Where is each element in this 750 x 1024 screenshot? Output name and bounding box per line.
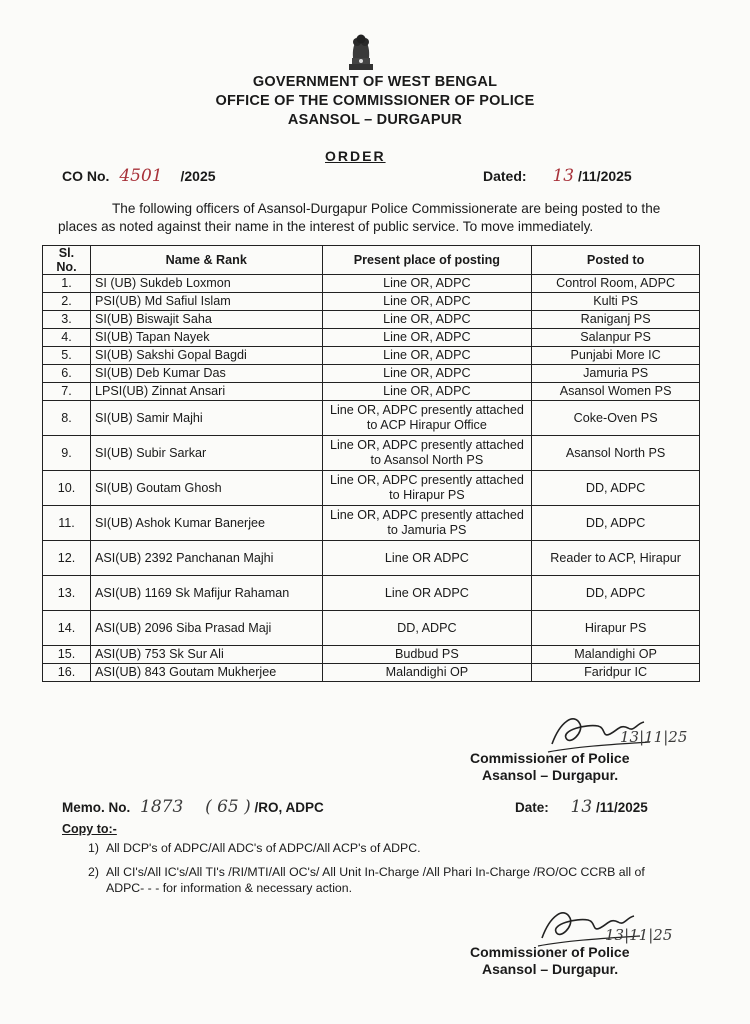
table-row xyxy=(43,576,700,611)
table-row xyxy=(43,611,700,646)
row-sl: 5. xyxy=(43,347,91,365)
row-name: ASI(UB) 753 Sk Sur Ali xyxy=(90,646,322,664)
copy-to-item-1-num: 1) xyxy=(88,841,99,855)
row-present: Budbud PS xyxy=(322,646,532,664)
row-name: ASI(UB) 2096 Siba Prasad Maji xyxy=(90,611,322,646)
memo-label: Memo. No. xyxy=(62,800,131,815)
row-name: ASI(UB) 2392 Panchanan Majhi xyxy=(90,541,322,576)
table-row xyxy=(43,436,700,471)
row-posted: Raniganj PS xyxy=(532,311,700,329)
row-name: SI(UB) Ashok Kumar Banerjee xyxy=(90,506,322,541)
row-sl: 7. xyxy=(43,383,91,401)
row-name: SI(UB) Subir Sarkar xyxy=(90,436,322,471)
row-name: SI(UB) Biswajit Saha xyxy=(90,311,322,329)
row-name: PSI(UB) Md Safiul Islam xyxy=(90,293,322,311)
co-label: CO No. xyxy=(62,168,110,184)
col-header-sl: Sl. No. xyxy=(43,246,91,275)
table-row xyxy=(43,664,700,682)
header-line-1: GOVERNMENT OF WEST BENGAL xyxy=(252,74,498,90)
row-posted: Malandighi OP xyxy=(532,646,700,664)
col-header-name: Name & Rank xyxy=(90,246,322,275)
table-row xyxy=(43,541,700,576)
state-emblem-icon xyxy=(343,30,379,72)
table-header-row xyxy=(43,246,700,275)
row-sl: 11. xyxy=(43,506,91,541)
row-name: ASI(UB) 843 Goutam Mukherjee xyxy=(90,664,322,682)
table-row xyxy=(43,471,700,506)
table-row xyxy=(43,401,700,436)
row-present: Line OR, ADPC xyxy=(322,293,532,311)
co-date-day: 13 xyxy=(552,166,575,186)
row-sl: 10. xyxy=(43,471,91,506)
table-row xyxy=(43,275,700,293)
row-posted: Asansol Women PS xyxy=(532,383,700,401)
signature-1-block xyxy=(470,750,629,784)
co-date-month-year: /11/2025 xyxy=(577,168,632,184)
signature-1-date: 13|11|25 xyxy=(620,728,688,746)
row-sl: 3. xyxy=(43,311,91,329)
row-posted: Hirapur PS xyxy=(532,611,700,646)
row-sl: 14. xyxy=(43,611,91,646)
co-year: /2025 xyxy=(180,168,216,184)
row-present: Line OR, ADPC xyxy=(322,311,532,329)
row-present: Line OR, ADPC xyxy=(322,347,532,365)
table-row xyxy=(43,365,700,383)
row-present: Line OR, ADPC presently attached to Jamuria PS xyxy=(322,506,532,541)
row-posted: DD, ADPC xyxy=(532,471,700,506)
row-present: Malandighi OP xyxy=(322,664,532,682)
header-line-3: ASANSOL – DURGAPUR xyxy=(287,112,463,128)
memo-date-label: Date: xyxy=(515,800,549,815)
table-row xyxy=(43,329,700,347)
row-posted: DD, ADPC xyxy=(532,506,700,541)
row-name: ASI(UB) 1169 Sk Mafijur Rahaman xyxy=(90,576,322,611)
signature-1-title: Commissioner of Police xyxy=(470,750,630,766)
row-name: SI(UB) Sakshi Gopal Bagdi xyxy=(90,347,322,365)
row-present: Line OR, ADPC xyxy=(322,383,532,401)
row-posted: Control Room, ADPC xyxy=(532,275,700,293)
memo-date-line xyxy=(515,797,648,817)
row-posted: Punjabi More IC xyxy=(532,347,700,365)
row-name: SI (UB) Sukdeb Loxmon xyxy=(90,275,322,293)
intro-paragraph: The following officers of Asansol-Durgapur Police Commissionerate are being posted to the places as noted against their name in the interest of public service. To move immediately. xyxy=(58,201,661,234)
row-posted: DD, ADPC xyxy=(532,576,700,611)
memo-sub-number: ( 65 ) xyxy=(205,797,251,817)
posting-table xyxy=(42,245,700,682)
memo-date-month-year: /11/2025 xyxy=(595,800,648,815)
row-present: DD, ADPC xyxy=(322,611,532,646)
row-present: Line OR, ADPC xyxy=(322,365,532,383)
row-sl: 13. xyxy=(43,576,91,611)
row-sl: 16. xyxy=(43,664,91,682)
order-title: ORDER xyxy=(325,148,386,164)
copy-to-item-1-text: All DCP's of ADPC/All ADC's of ADPC/All ACP's of ADPC. xyxy=(106,841,421,855)
row-name: SI(UB) Goutam Ghosh xyxy=(90,471,322,506)
signature-2-block xyxy=(470,944,629,978)
co-number: 4501 xyxy=(119,166,163,186)
memo-number: 1873 xyxy=(140,797,184,817)
row-present: Line OR ADPC xyxy=(322,576,532,611)
co-number-line xyxy=(62,166,216,186)
row-posted: Faridpur IC xyxy=(532,664,700,682)
memo-date-day: 13 xyxy=(570,797,593,817)
row-posted: Reader to ACP, Hirapur xyxy=(532,541,700,576)
copy-to-item-2-num: 2) xyxy=(88,865,99,879)
row-posted: Coke-Oven PS xyxy=(532,401,700,436)
col-header-posted: Posted to xyxy=(532,246,700,275)
copy-to-label: Copy to:- xyxy=(62,822,117,836)
table-row xyxy=(43,506,700,541)
row-name: SI(UB) Samir Majhi xyxy=(90,401,322,436)
row-sl: 1. xyxy=(43,275,91,293)
row-present: Line OR ADPC xyxy=(322,541,532,576)
row-sl: 15. xyxy=(43,646,91,664)
table-row xyxy=(43,383,700,401)
row-sl: 8. xyxy=(43,401,91,436)
row-name: SI(UB) Tapan Nayek xyxy=(90,329,322,347)
row-present: Line OR, ADPC xyxy=(322,329,532,347)
row-sl: 2. xyxy=(43,293,91,311)
row-present: Line OR, ADPC presently attached to Asansol North PS xyxy=(322,436,532,471)
row-posted: Asansol North PS xyxy=(532,436,700,471)
row-present: Line OR, ADPC presently attached to ACP Hirapur Office xyxy=(322,401,532,436)
row-posted: Salanpur PS xyxy=(532,329,700,347)
row-name: LPSI(UB) Zinnat Ansari xyxy=(90,383,322,401)
row-sl: 12. xyxy=(43,541,91,576)
memo-number-line xyxy=(62,797,324,817)
table-row xyxy=(43,646,700,664)
row-sl: 4. xyxy=(43,329,91,347)
row-sl: 9. xyxy=(43,436,91,471)
row-posted: Kulti PS xyxy=(532,293,700,311)
row-present: Line OR, ADPC xyxy=(322,275,532,293)
row-present: Line OR, ADPC presently attached to Hirapur PS xyxy=(322,471,532,506)
co-date-line xyxy=(483,166,632,186)
dated-label: Dated: xyxy=(483,168,527,184)
col-header-present: Present place of posting xyxy=(322,246,532,275)
table-row xyxy=(43,293,700,311)
header-line-2: OFFICE OF THE COMMISSIONER OF POLICE xyxy=(215,93,535,109)
signature-2-date: 13|11|25 xyxy=(605,926,673,944)
table-row xyxy=(43,311,700,329)
row-name: SI(UB) Deb Kumar Das xyxy=(90,365,322,383)
copy-to-item-2-text: All CI's/All IC's/All TI's /RI/MTI/All OC's/ All Unit In-Charge /All Phari In-Charge /RO/OC CCRB all of ADPC- - - for information & necessary action. xyxy=(106,865,645,895)
row-sl: 6. xyxy=(43,365,91,383)
table-row xyxy=(43,347,700,365)
memo-suffix: /RO, ADPC xyxy=(254,800,324,815)
signature-2-title: Commissioner of Police xyxy=(470,944,630,960)
row-posted: Jamuria PS xyxy=(532,365,700,383)
signature-1-place: Asansol – Durgapur. xyxy=(482,767,619,783)
signature-2-place: Asansol – Durgapur. xyxy=(482,961,619,977)
